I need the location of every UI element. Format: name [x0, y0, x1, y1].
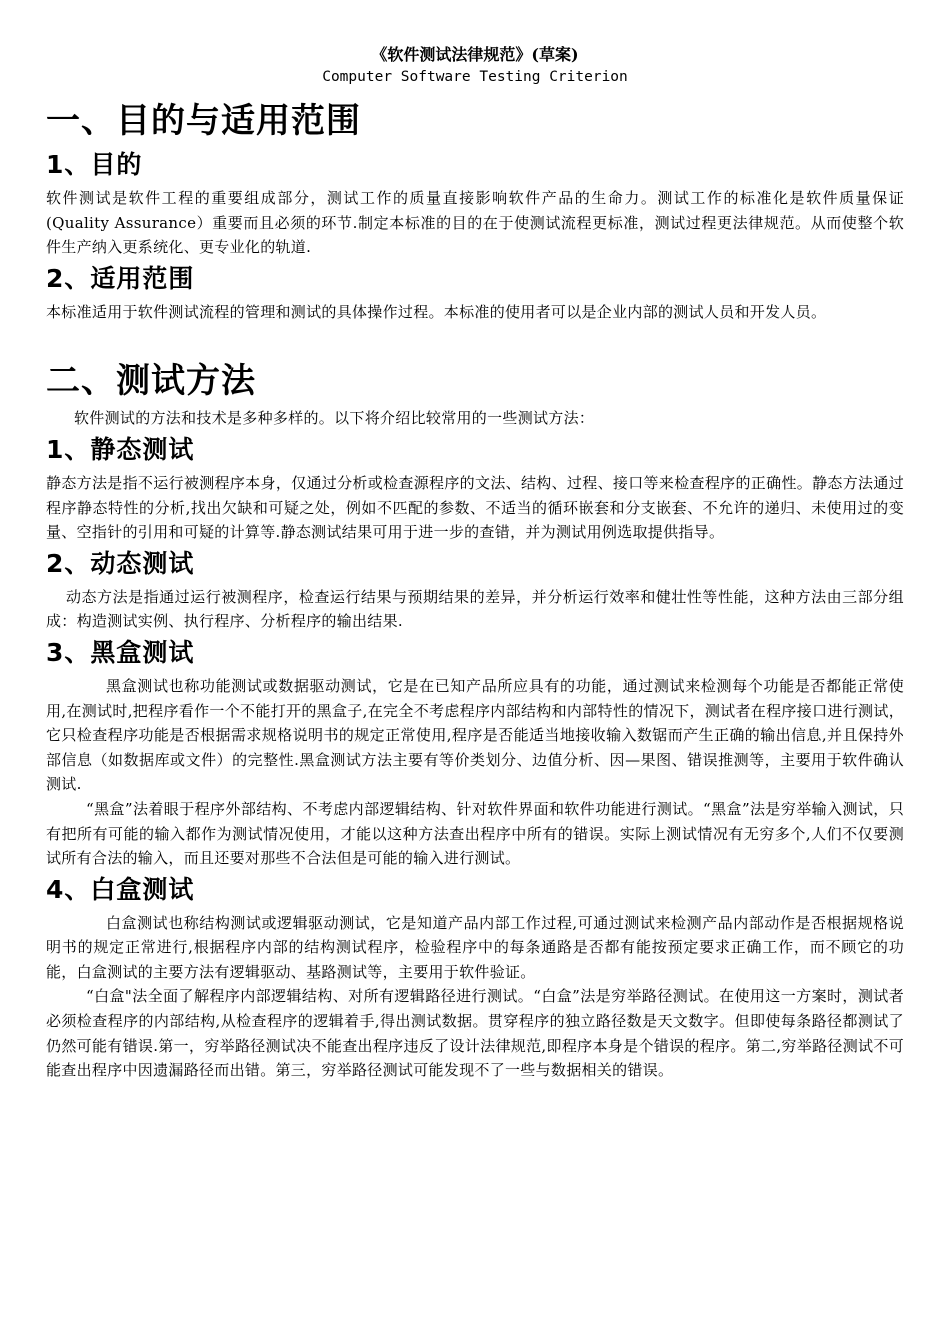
document-title: 《软件测试法律规范》(草案) [371, 45, 579, 64]
section2-sub3-heading: 3、黑盒测试 [46, 637, 195, 667]
section2-sub1-heading: 1、静态测试 [46, 434, 195, 464]
document-subtitle: Computer Software Testing Criterion [322, 69, 628, 85]
section1-heading: 一、目的与适用范围 [46, 101, 361, 141]
section1-sub2-heading: 2、适用范围 [46, 263, 195, 293]
section-gap [46, 324, 904, 352]
section1-sub2-text: 本标准适用于软件测试流程的管理和测试的具体操作过程。本标准的使用者可以是企业内部的测试人员和开发人员。 [46, 302, 827, 321]
section2-sub4-para2: “白盒"法全面了解程序内部逻辑结构、对所有逻辑路径进行测试。“白盒”法是穷举路径测试。在使用这一方案时，测试者必须检查程序的内部结构,从检查程序的逻辑着手,得出测试数据。贯穿程序的独立路径数是天文数字。但即使每条路径都测试了仍然可能有错误.第一，穷举路径测试决不能查出程序违反了设计法律规范,即程序本身是个错误的程序。第二,穷举路径测试不可能查出程序中因遗漏路径而出错。第三，穷举路径测试可能发现不了一些与数据相关的错误。 [46, 987, 904, 1080]
section2-heading: 二、测试方法 [46, 361, 256, 402]
document-page [46, 44, 904, 1083]
section2-sub3-para2: “黑盒”法着眼于程序外部结构、不考虑内部逻辑结构、针对软件界面和软件功能进行测试。“黑盒”法是穷举输入测试，只有把所有可能的输入都作为测试情况使用，才能以这种方法查出程序中所有的错误。实际上测试情况有无穷多个,人们不仅要测试所有合法的输入，而且还要对那些不合法但是可能的输入进行测试。 [46, 799, 904, 868]
section2-sub1-text: 静态方法是指不运行被测程序本身，仅通过分析或检查源程序的文法、结构、过程、接口等来检查程序的正确性。静态方法通过程序静态特性的分析,找出欠缺和可疑之处，例如不匹配的参数、不适当的循环嵌套和分支嵌套、不允许的递归、未使用过的变量、空指针的引用和可疑的计算等.静态测试结果可用于进一步的查错，并为测试用例选取提供指导。 [46, 473, 904, 542]
section2-sub2-heading: 2、动态测试 [46, 548, 195, 578]
section2-sub4-heading: 4、白盒测试 [46, 874, 195, 904]
section2-sub3-para1: 黑盒测试也称功能测试或数据驱动测试，它是在已知产品所应具有的功能，通过测试来检测每个功能是否都能正常使用,在测试时,把程序看作一个不能打开的黑盒子,在完全不考虑程序内部结构和内部特性的情况下，测试者在程序接口进行测试，它只检查程序功能是否根据需求规格说明书的规定正常使用,程序是否能适当地接收输入数锯而产生正确的输出信息,并且保持外部信息（如数据库或文件）的完整性.黑盒测试方法主要有等价类划分、边值分析、因—果图、错误推测等，主要用于软件确认测试. [46, 676, 904, 794]
section2-sub2-text: 动态方法是指通过运行被测程序，检查运行结果与预期结果的差异，并分析运行效率和健壮性等性能，这种方法由三部分组成：构造测试实例、执行程序、分析程序的输出结果. [46, 587, 904, 631]
section2-intro: 软件测试的方法和技术是多种多样的。以下将介绍比较常用的一些测试方法： [74, 409, 595, 428]
section1-sub1-heading: 1、目的 [46, 150, 143, 179]
section1-sub1-text: 软件测试是软件工程的重要组成部分，测试工作的质量直接影响软件产品的生命力。测试工作的标准化是软件质量保证(Quality Assurance）重要而且必须的环节.制定本标准的目的在于使测试流程更标准，测试过程更法律规范。从而使整个软件生产纳入更系统化、更专业化的轨道. [46, 189, 904, 257]
section2-sub4-para1: 白盒测试也称结构测试或逻辑驱动测试，它是知道产品内部工作过程,可通过测试来检测产品内部动作是否根据规格说明书的规定正常进行,根据程序内部的结构测试程序，检验程序中的每条通路是否都有能按预定要求正确工作，而不顾它的功能，白盒测试的主要方法有逻辑驱动、基路测试等，主要用于软件验证。 [46, 913, 904, 981]
